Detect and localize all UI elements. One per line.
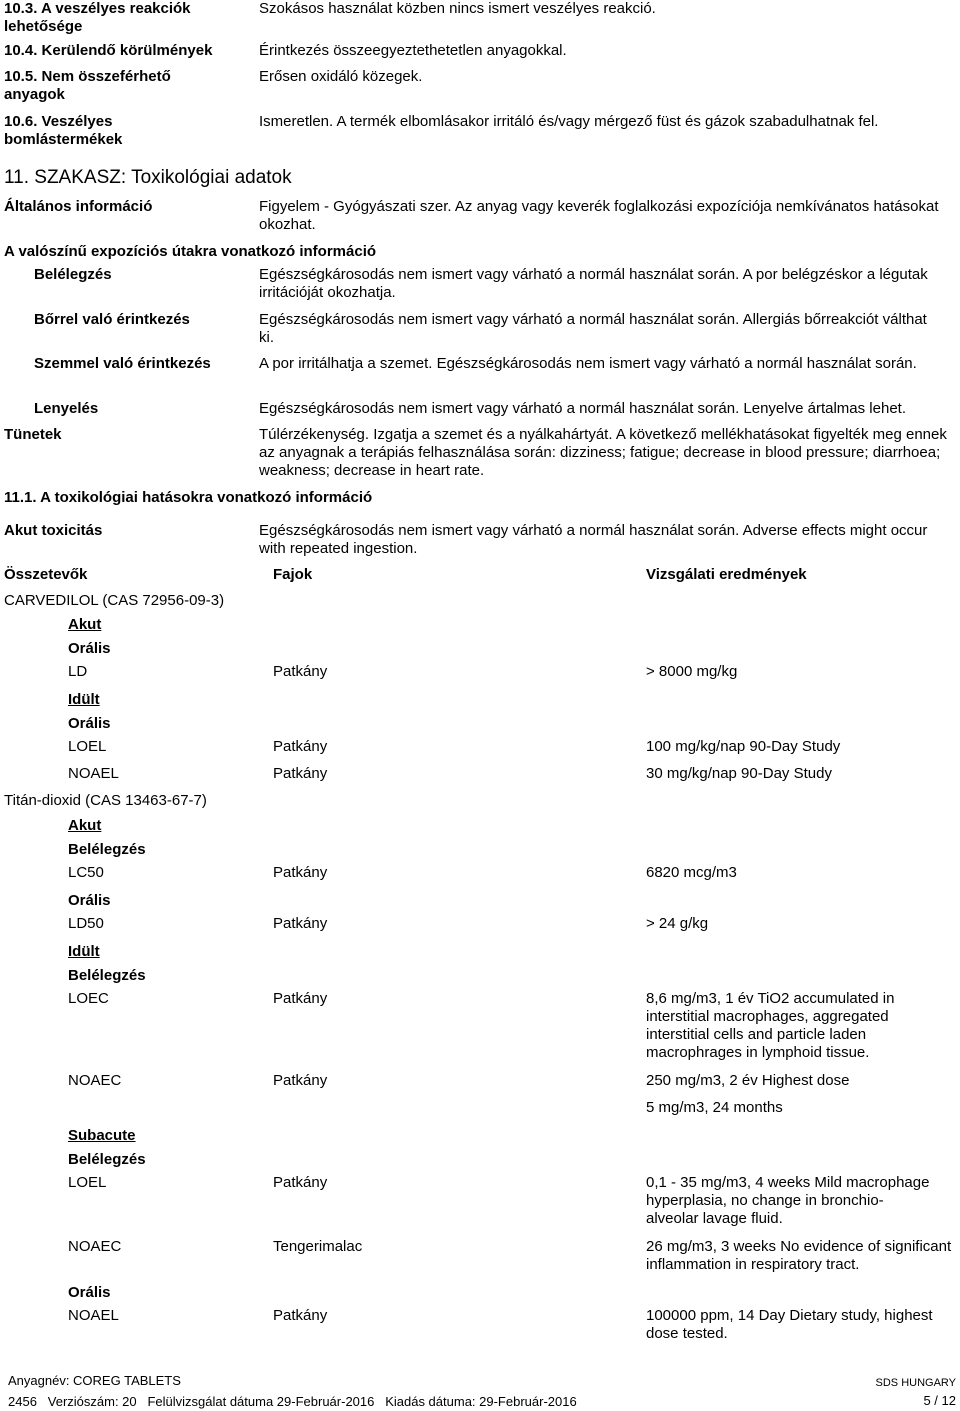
route-value-inhalation: Egészségkárosodás nem ismert vagy várható a normál használat során. A por belégzéskor a légutak irritációját okozhatja. — [259, 266, 928, 301]
row-test: LD — [68, 663, 88, 680]
subhead-belelegzes: Belélegzés — [68, 967, 146, 984]
row-species: Patkány — [273, 1174, 328, 1191]
route-value-eye: A por irritálhatja a szemet. Egészségkárosodás nem ismert vagy várható a normál használat során. — [259, 355, 917, 372]
route-label-skin: Bőrrel való érintkezés — [34, 311, 190, 328]
row-species: Patkány — [273, 864, 328, 881]
row-test: LOEL — [68, 1174, 107, 1191]
subhead-idult: Idült — [68, 943, 100, 960]
route-label-ingestion: Lenyelés — [34, 400, 99, 417]
sec10-6-label: 10.6. Veszélyes bomlástermékek — [4, 113, 123, 148]
effects-title: 11.1. A toxikológiai hatásokra vonatkozó információ — [4, 489, 373, 506]
sec10-3-value: Szokásos használat közben nincs ismert veszélyes reakció. — [259, 0, 656, 17]
row-species: Tengerimalac — [273, 1238, 363, 1255]
acute-toxicity-label: Akut toxicitás — [4, 522, 103, 539]
row-result: > 24 g/kg — [646, 915, 709, 932]
route-value-ingestion: Egészségkárosodás nem ismert vagy várható a normál használat során. Lenyelve ártalmas lehet. — [259, 400, 906, 417]
acute-toxicity-value: Egészségkárosodás nem ismert vagy várható a normál használat során. Adverse effects might occur with repeated ingestion. — [259, 522, 928, 557]
row-result: 26 mg/m3, 3 weeks No evidence of significant inflammation in respiratory tract. — [646, 1238, 952, 1273]
row-test: LD50 — [68, 915, 104, 932]
general-info-value: Figyelem - Gyógyászati szer. Az anyag vagy keverék foglalkozási expozíciója nemkívánatos hatásokat okozhat. — [259, 198, 939, 233]
subhead-idult: Idült — [68, 691, 100, 708]
row-species: Patkány — [273, 1072, 328, 1089]
sec10-5-label: 10.5. Nem összeférhető anyagok — [4, 68, 171, 103]
symptoms-value: Túlérzékenység. Izgatja a szemet és a nyálkahártyát. A következő mellékhatásokat figyelték meg ennek az anyagnak a terápiás felhasználása során: dizziness; fatigue; decrease in blood pressure; diarrhoea; weakness; decrease in heart rate. — [259, 426, 947, 479]
row-test: LC50 — [68, 864, 104, 881]
row-result: 250 mg/m3, 2 év Highest dose — [646, 1072, 850, 1089]
row-test: NOAEL — [68, 765, 119, 782]
row-result: 0,1 - 35 mg/m3, 4 weeks Mild macrophage hyperplasia, no change in bronchio-alveolar lavage fluid. — [646, 1174, 930, 1227]
row-result: 30 mg/kg/nap 90-Day Study — [646, 765, 832, 782]
section-title: 11. SZAKASZ: Toxikológiai adatok — [4, 167, 292, 188]
subhead-akut: Akut — [68, 616, 102, 633]
routes-title: A valószínű expozíciós útakra vonatkozó információ — [4, 243, 377, 260]
sec10-5-value: Erősen oxidáló közegek. — [259, 68, 423, 85]
row-test: NOAEL — [68, 1307, 119, 1324]
footer-sds-label: SDS HUNGARY — [875, 1377, 956, 1389]
subhead-oralis: Orális — [68, 640, 111, 657]
general-info-label: Általános információ — [4, 198, 153, 215]
subhead-oralis: Orális — [68, 1284, 111, 1301]
component-carvedilol: CARVEDILOL (CAS 72956-09-3) — [4, 592, 225, 609]
sec10-3-label: 10.3. A veszélyes reakciók lehetősége — [4, 0, 191, 35]
row-result: 5 mg/m3, 24 months — [646, 1099, 783, 1116]
subhead-subacute: Subacute — [68, 1127, 136, 1144]
row-result: 100 mg/kg/nap 90-Day Study — [646, 738, 841, 755]
row-test: NOAEC — [68, 1072, 122, 1089]
row-test: LOEC — [68, 990, 109, 1007]
subhead-belelegzes: Belélegzés — [68, 1151, 146, 1168]
footer-product-name: Anyagnév: COREG TABLETS — [8, 1373, 181, 1388]
table-header-components: Összetevők — [4, 566, 88, 583]
subhead-oralis: Orális — [68, 892, 111, 909]
row-species: Patkány — [273, 765, 328, 782]
route-label-inhalation: Belélegzés — [34, 266, 112, 283]
table-header-species: Fajok — [273, 566, 313, 583]
row-species: Patkány — [273, 915, 328, 932]
row-result: 6820 mcg/m3 — [646, 864, 737, 881]
row-species: Patkány — [273, 990, 328, 1007]
footer-version-info: 2456 Verziószám: 20 Felülvizsgálat dátuma 29-Február-2016 Kiadás dátuma: 29-Február-2016 — [8, 1394, 577, 1409]
component-titanium-dioxide: Titán-dioxid (CAS 13463-67-7) — [4, 792, 207, 809]
sec10-6-value: Ismeretlen. A termék elbomlásakor irritáló és/vagy mérgező füst és gázok szabadulhatnak fel. — [259, 113, 879, 130]
table-header-results: Vizsgálati eredmények — [646, 566, 807, 583]
route-label-eye: Szemmel való érintkezés — [34, 355, 211, 372]
subhead-oralis: Orális — [68, 715, 111, 732]
row-result: > 8000 mg/kg — [646, 663, 738, 680]
subhead-akut: Akut — [68, 817, 102, 834]
row-result: 8,6 mg/m3, 1 év TiO2 accumulated in interstitial macrophages, aggregated interstitial cells and particle laden macrophrages in lymphoid tissue. — [646, 990, 895, 1061]
sec10-4-value: Érintkezés összeegyeztethetetlen anyagokkal. — [259, 42, 567, 59]
row-result: 100000 ppm, 14 Day Dietary study, highest dose tested. — [646, 1307, 933, 1342]
route-value-skin: Egészségkárosodás nem ismert vagy várható a normál használat során. Allergiás bőrreakciót válthat ki. — [259, 311, 927, 346]
footer-page-number: 5 / 12 — [923, 1393, 956, 1408]
row-test: LOEL — [68, 738, 107, 755]
row-species: Patkány — [273, 738, 328, 755]
row-species: Patkány — [273, 663, 328, 680]
subhead-belelegzes: Belélegzés — [68, 841, 146, 858]
sec10-4-label: 10.4. Kerülendő körülmények — [4, 42, 213, 59]
row-test: NOAEC — [68, 1238, 122, 1255]
symptoms-label: Tünetek — [4, 426, 62, 443]
row-species: Patkány — [273, 1307, 328, 1324]
